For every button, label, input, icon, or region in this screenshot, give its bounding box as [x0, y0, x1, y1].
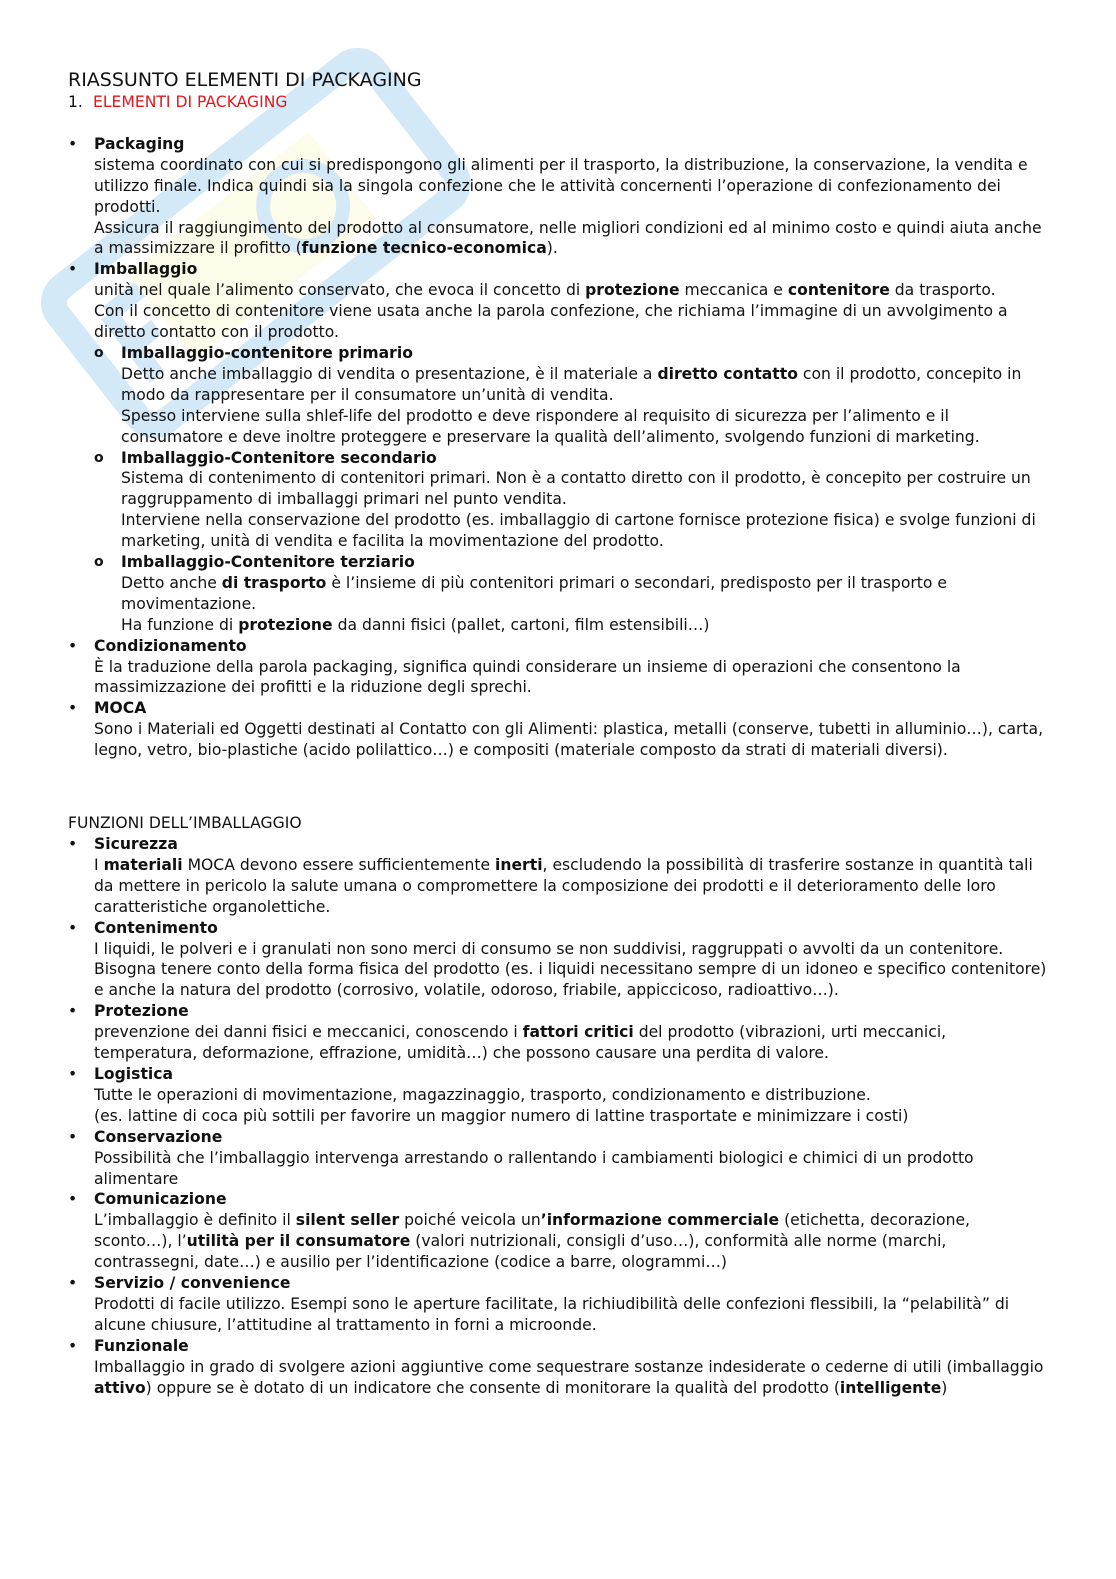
paragraph: Prodotti di facile utilizzo. Esempi sono le aperture facilitate, la richiudibilità delle confezioni flessibili, la “pelabilità” di alcune chiusure, l’attitudine al trattamento in forni a microonde. — [94, 1294, 1010, 1334]
term-primario: Imballaggio-contenitore primario — [121, 343, 413, 362]
term-secondario: Imballaggio-Contenitore secondario — [121, 448, 437, 467]
term-funzionale: Funzionale — [94, 1336, 189, 1355]
sub-bullet-icon: o — [94, 449, 104, 466]
paragraph: I materiali MOCA devono essere sufficientemente inerti, escludendo la possibilità di trasferire sostanze in quantità tali da mettere in pericolo la salute umana o compromettere la composizione dei prodotti e il deterioramento delle loro caratteristiche organolettiche. — [94, 855, 1033, 916]
sublist-item-terziario — [94, 552, 1048, 636]
document-title: RIASSUNTO ELEMENTI DI PACKAGING — [68, 69, 422, 91]
list-item-moca — [68, 698, 1048, 761]
paragraph: Spesso interviene sulla shlef-life del prodotto e deve rispondere al requisito di sicurezza per l’alimento e il consumatore e deve inoltre proteggere e preservare la qualità dell’alimento, svolgendo funzioni di marketing. — [121, 406, 980, 446]
paragraph: unità nel quale l’alimento conservato, che evoca il concetto di protezione meccanica e contenitore da trasporto. — [94, 281, 996, 300]
term-conservazione: Conservazione — [94, 1127, 223, 1146]
paragraph: prevenzione dei danni fisici e meccanici, conoscendo i fattori critici del prodotto (vibrazioni, urti meccanici, temperatura, deformazione, effrazione, umidità…) che possono causare una perdita di valore. — [94, 1023, 947, 1063]
list-item-comunicazione — [68, 1189, 1048, 1273]
list-item-contenimento — [68, 918, 1048, 1002]
paragraph: Detto anche di trasporto è l’insieme di più contenitori primari o secondari, predisposto per il trasporto e movimentazione. — [121, 573, 947, 613]
paragraph: Detto anche imballaggio di vendita o presentazione, è il materiale a diretto contatto con il prodotto, concepito in modo da rappresentare per il consumatore un’unità di vendita. — [121, 364, 1022, 404]
paragraph: È la traduzione della parola packaging, significa quindi considerare un insieme di operazioni che consentono la massimizzazione dei profitti e la riduzione degli sprechi. — [94, 657, 961, 697]
term-protezione: Protezione — [94, 1002, 189, 1021]
section-heading-text: ELEMENTI DI PACKAGING — [93, 93, 288, 111]
term-comunicazione: Comunicazione — [94, 1190, 227, 1209]
bullet-icon: • — [68, 1190, 78, 1209]
bullet-icon: • — [68, 636, 78, 655]
sub-bullet-icon: o — [94, 554, 104, 571]
term-terziario: Imballaggio-Contenitore terziario — [121, 553, 415, 572]
list-item-funzionale — [68, 1336, 1048, 1399]
section-number: 1. — [68, 93, 83, 111]
bullet-icon: • — [68, 918, 78, 937]
term-sicurezza: Sicurezza — [94, 835, 178, 853]
bullet-icon: • — [68, 1274, 78, 1293]
term-imballaggio: Imballaggio — [94, 260, 198, 279]
sub-bullet-icon: o — [94, 344, 104, 361]
bullet-icon: • — [68, 699, 78, 718]
section-heading-elementi — [68, 92, 1048, 113]
list-item-servizio — [68, 1273, 1048, 1336]
term-packaging: Packaging — [94, 134, 185, 153]
bullet-icon: • — [68, 1336, 78, 1355]
bullet-icon: • — [68, 1064, 78, 1083]
elementi-list — [68, 134, 1048, 761]
paragraph: Tutte le operazioni di movimentazione, magazzinaggio, trasporto, condizionamento e distribuzione. — [94, 1085, 871, 1104]
paragraph: Sono i Materiali ed Oggetti destinati al Contatto con gli Alimenti: plastica, metalli (conserve, tubetti in alluminio…), carta, legno, vetro, bio-plastiche (acido polilattico…) e compositi (materiale composto da strati di materiali diversi). — [94, 720, 1044, 760]
bullet-icon: • — [68, 1127, 78, 1146]
funzioni-list — [68, 834, 1048, 1398]
paragraph: Interviene nella conservazione del prodotto (es. imballaggio di cartone fornisce protezione fisica) e svolge funzioni di marketing, unità di vendita e facilita la movimentazione del prodotto. — [121, 511, 1036, 551]
bullet-icon: • — [68, 1002, 78, 1021]
term-servizio: Servizio / convenience — [94, 1274, 291, 1293]
paragraph: Con il concetto di contenitore viene usata anche la parola confezione, che richiama l’immagine di un avvolgimento a diretto contatto con il prodotto. — [94, 302, 1008, 342]
term-condizionamento: Condizionamento — [94, 636, 247, 655]
paragraph: L’imballaggio è definito il silent seller poiché veicola un’informazione commerciale (etichetta, decorazione, sconto…), l’utilità per il consumatore (valori nutrizionali, consigli d’uso…), conformità alle norme (marchi, contrassegni, date…) e ausilio per l’identificazione (codice a barre, ologrammi…) — [94, 1211, 971, 1272]
bullet-icon: • — [68, 260, 78, 279]
paragraph: (es. lattine di coca più sottili per favorire un maggior numero di lattine trasportate e minimizzare i costi) — [94, 1106, 909, 1125]
paragraph: Bisogna tenere conto della forma fisica del prodotto (es. i liquidi necessitano sempre di un idoneo e specifico contenitore) e anche la natura del prodotto (corrosivo, volatile, odoroso, friabile, appiccicoso, radioattivo…). — [94, 960, 1047, 1000]
list-item-packaging — [68, 134, 1048, 259]
paragraph: Sistema di contenimento di contenitori primari. Non è a contatto diretto con il prodotto, è concepito per costruire un raggruppamento di imballaggi primari nel punto vendita. — [121, 469, 1031, 509]
list-item-logistica — [68, 1064, 1048, 1127]
paragraph: Assicura il raggiungimento del prodotto al consumatore, nelle migliori condizioni ed al minimo costo e quindi aiuta anche a massimizzare il profitto (funzione tecnico-economica). — [94, 218, 1042, 258]
paragraph: Imballaggio in grado di svolgere azioni aggiuntive come sequestrare sostanze indesiderate o cederne di utili (imballaggio attivo) oppure se è dotato di un indicatore che consente di monitorare la qualità del prodotto (intelligente) — [94, 1357, 1044, 1397]
bullet-icon: • — [68, 134, 78, 153]
list-item-protezione — [68, 1001, 1048, 1064]
list-item-imballaggio — [68, 259, 1048, 635]
bullet-icon: • — [68, 835, 78, 853]
document-content — [68, 68, 1048, 1398]
list-item-sicurezza — [68, 834, 1048, 918]
section-heading-funzioni: FUNZIONI DELL’IMBALLAGGIO — [68, 814, 302, 833]
list-item-condizionamento — [68, 636, 1048, 699]
list-item-conservazione — [68, 1127, 1048, 1190]
sublist-item-primario — [94, 343, 1048, 448]
imballaggio-sublist — [94, 343, 1048, 636]
paragraph: Ha funzione di protezione da danni fisici (pallet, cartoni, film estensibili…) — [121, 615, 710, 634]
term-moca: MOCA — [94, 699, 147, 718]
paragraph: I liquidi, le polveri e i granulati non sono merci di consumo se non suddivisi, raggruppati o avvolti da un contenitore. — [94, 939, 1004, 958]
paragraph: sistema coordinato con cui si predispongono gli alimenti per il trasporto, la distribuzione, la conservazione, la vendita e utilizzo finale. Indica quindi sia la singola confezione che le attività concernenti l’operazione di confezionamento dei prodotti. — [94, 155, 1028, 216]
term-logistica: Logistica — [94, 1064, 174, 1083]
sublist-item-secondario — [94, 448, 1048, 553]
paragraph: Possibilità che l’imballaggio intervenga arrestando o rallentando i cambiamenti biologici e chimici di un prodotto alimentare — [94, 1148, 974, 1188]
term-contenimento: Contenimento — [94, 918, 218, 937]
